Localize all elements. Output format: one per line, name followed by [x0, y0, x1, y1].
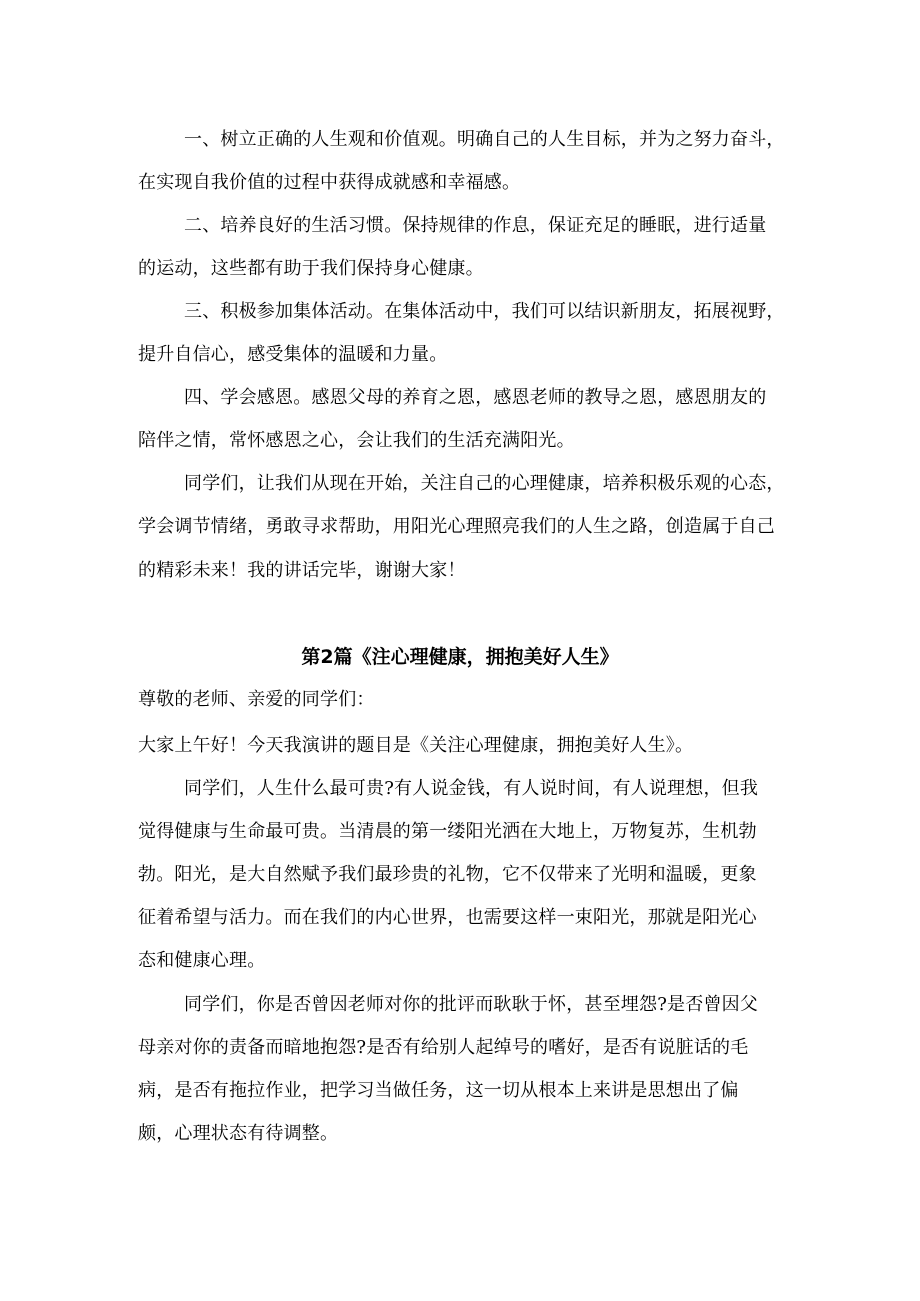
text-line: 四、学会感恩。感恩父母的养育之恩，感恩老师的教导之恩，感恩朋友的 [184, 387, 767, 408]
greeting: 大家上午好！今天我演讲的题目是《关注心理健康，拥抱美好人生》。 [138, 735, 694, 756]
text-line: 二、培养良好的生活习惯。保持规律的作息，保证充足的睡眠，进行适量 [184, 215, 767, 236]
text-line: 在实现自我价值的过程中获得成就感和幸福感。 [138, 172, 521, 193]
section-title: 第2篇《注心理健康，拥抱美好人生》 [301, 646, 619, 668]
text-line: 同学们，让我们从现在开始，关注自己的心理健康，培养积极乐观的心态， [184, 473, 785, 494]
text-line: 颇，心理状态有待调整。 [138, 1123, 339, 1144]
text-line: 的运动，这些都有助于我们保持身心健康。 [138, 258, 484, 279]
text-line: 觉得健康与生命最可贵。当清晨的第一缕阳光洒在大地上，万物复苏，生机勃 [138, 821, 757, 842]
text-line: 母亲对你的责备而暗地抱怨?是否有给别人起绰号的嗜好，是否有说脏话的毛 [138, 1037, 749, 1058]
salutation: 尊敬的老师、亲爱的同学们： [138, 689, 375, 710]
text-line: 同学们，你是否曾因老师对你的批评而耿耿于怀，甚至埋怨?是否曾因父 [184, 994, 759, 1015]
text-line: 学会调节情绪，勇敢寻求帮助，用阳光心理照亮我们的人生之路，创造属于自己 [138, 516, 775, 537]
text-line: 一、树立正确的人生观和价值观。明确自己的人生目标，并为之努力奋斗， [184, 129, 785, 150]
text-line: 的精彩未来！我的讲话完毕，谢谢大家！ [138, 560, 466, 581]
text-line: 三、积极参加集体活动。在集体活动中，我们可以结识新朋友，拓展视野， [184, 301, 785, 322]
text-line: 同学们，人生什么最可贵?有人说金钱，有人说时间，有人说理想，但我 [184, 778, 759, 799]
text-line: 征着希望与活力。而在我们的内心世界，也需要这样一束阳光，那就是阳光心 [138, 907, 757, 928]
text-line: 态和健康心理。 [138, 950, 266, 971]
text-line: 陪伴之情，常怀感恩之心，会让我们的生活充满阳光。 [138, 430, 575, 451]
text-line: 提升自信心，感受集体的温暖和力量。 [138, 344, 448, 365]
text-line: 病，是否有拖拉作业，把学习当做任务，这一切从根本上来讲是思想出了偏 [138, 1080, 739, 1101]
text-line: 勃。阳光，是大自然赋予我们最珍贵的礼物，它不仅带来了光明和温暖，更象 [138, 864, 757, 885]
